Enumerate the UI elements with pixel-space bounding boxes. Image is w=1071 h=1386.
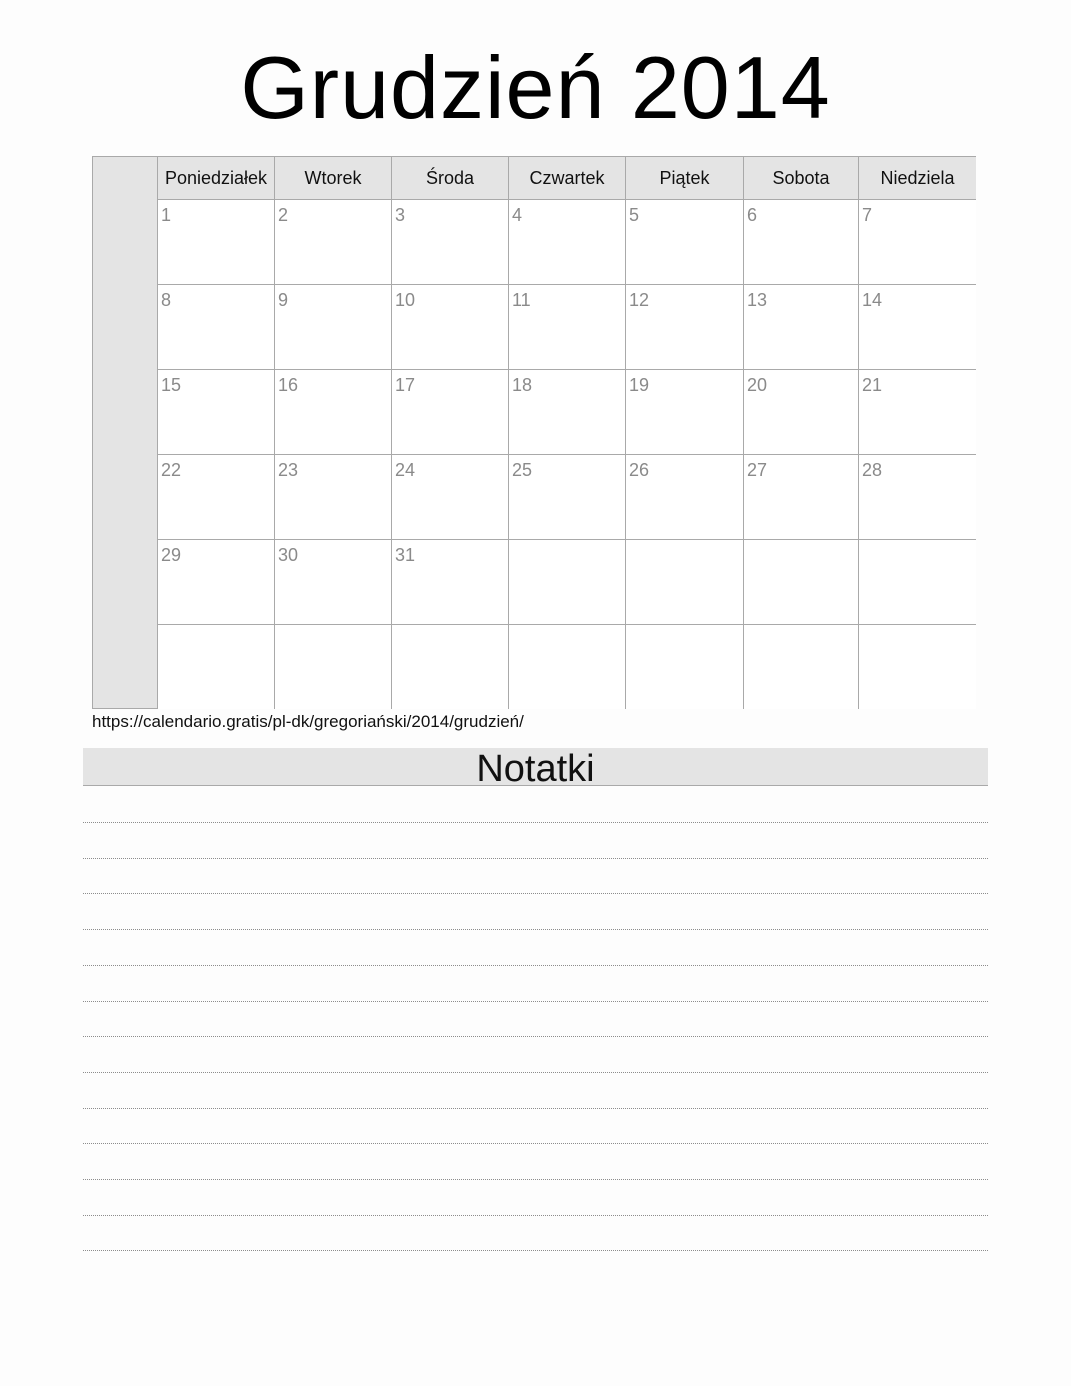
day-cell[interactable] [509,285,626,370]
day-cell[interactable] [859,625,976,709]
day-cell[interactable] [509,540,626,625]
day-cell[interactable] [509,200,626,285]
note-line[interactable] [83,893,988,894]
day-cell[interactable] [744,625,859,709]
note-line[interactable] [83,1036,988,1037]
day-number: 10 [395,290,416,310]
day-cell[interactable] [859,455,976,540]
day-number: 26 [629,460,650,480]
day-number: 22 [161,460,182,480]
page-title: Grudzień 2014 [240,38,831,137]
day-cell[interactable] [275,370,392,455]
note-line[interactable] [83,1001,988,1002]
day-number: 20 [747,375,768,395]
day-cell[interactable] [744,455,859,540]
note-line[interactable] [83,1250,988,1251]
note-line[interactable] [83,858,988,859]
note-line[interactable] [83,1072,988,1073]
day-number: 24 [395,460,416,480]
day-number: 14 [862,290,883,310]
day-cell[interactable] [859,370,976,455]
day-cell[interactable] [859,540,976,625]
day-cell[interactable] [626,285,744,370]
day-cell[interactable] [626,370,744,455]
day-cell[interactable] [275,285,392,370]
day-cell[interactable] [158,285,275,370]
note-line[interactable] [83,1179,988,1180]
weekday-header: Sobota [744,157,859,200]
day-cell[interactable] [392,625,509,709]
day-number: 8 [161,290,172,310]
day-number: 27 [747,460,768,480]
calendar-grid [158,157,976,709]
day-cell[interactable] [392,285,509,370]
day-number: 2 [278,205,289,225]
day-number: 23 [278,460,299,480]
day-number: 11 [512,290,531,310]
day-cell[interactable] [392,540,509,625]
day-number: 4 [512,205,523,225]
day-cell[interactable] [158,200,275,285]
day-cell[interactable] [744,200,859,285]
day-cell[interactable] [859,200,976,285]
day-number: 5 [629,205,640,225]
notes-heading: Notatki [83,748,988,786]
weekday-header: Środa [392,157,509,200]
day-cell[interactable] [392,370,509,455]
day-cell[interactable] [626,625,744,709]
weekday-header: Piątek [626,157,744,200]
weekday-header: Czwartek [509,157,626,200]
day-cell[interactable] [158,625,275,709]
day-number: 12 [629,290,650,310]
weekday-header: Wtorek [275,157,392,200]
day-number: 6 [747,205,758,225]
day-number: 28 [862,460,883,480]
day-cell[interactable] [509,455,626,540]
day-cell[interactable] [275,200,392,285]
day-cell[interactable] [275,540,392,625]
day-cell[interactable] [158,370,275,455]
day-cell[interactable] [744,540,859,625]
day-cell[interactable] [509,370,626,455]
month-calendar [92,156,976,709]
day-number: 1 [161,205,172,225]
day-number: 17 [395,375,416,395]
day-number: 25 [512,460,533,480]
day-cell[interactable] [744,285,859,370]
day-number: 19 [629,375,650,395]
day-cell[interactable] [626,540,744,625]
day-number: 15 [161,375,182,395]
weekday-header: Poniedziałek [158,157,275,200]
day-cell[interactable] [509,625,626,709]
note-line[interactable] [83,929,988,930]
day-number: 30 [278,545,299,565]
day-cell[interactable] [158,455,275,540]
day-number: 13 [747,290,768,310]
day-cell[interactable] [275,625,392,709]
weekday-header: Niedziela [859,157,976,200]
note-line[interactable] [83,822,988,823]
day-cell[interactable] [275,455,392,540]
source-url[interactable]: https://calendario.gratis/pl-dk/gregoriański/2014/grudzień/ [92,712,524,731]
day-number: 3 [395,205,406,225]
day-number: 29 [161,545,182,565]
day-cell[interactable] [626,200,744,285]
day-cell[interactable] [392,455,509,540]
day-cell[interactable] [158,540,275,625]
day-number: 7 [862,205,873,225]
day-number: 9 [278,290,289,310]
note-line[interactable] [83,1108,988,1109]
day-cell[interactable] [744,370,859,455]
day-cell[interactable] [626,455,744,540]
day-cell[interactable] [859,285,976,370]
note-line[interactable] [83,1215,988,1216]
day-number: 31 [395,545,416,565]
note-line[interactable] [83,965,988,966]
day-number: 16 [278,375,299,395]
note-line[interactable] [83,1143,988,1144]
day-cell[interactable] [392,200,509,285]
day-number: 18 [512,375,533,395]
week-number-column [93,157,158,708]
day-number: 21 [862,375,883,395]
